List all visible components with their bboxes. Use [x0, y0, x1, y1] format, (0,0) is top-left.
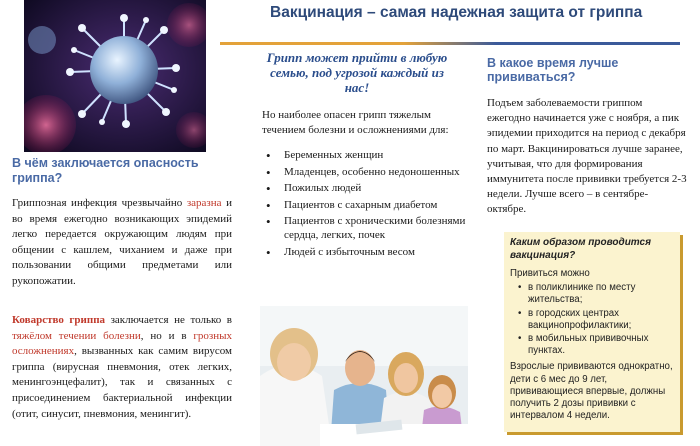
complications-text-b: заключается не только в	[105, 314, 232, 326]
list-item: • Беременных женщин	[284, 149, 474, 163]
family-illustration	[260, 306, 468, 446]
timing-heading: В какое время лучше прививаться?	[487, 56, 619, 84]
virus-illustration	[24, 0, 206, 152]
list-item: • Пожилых людей	[284, 182, 474, 196]
complications-paragraph	[12, 313, 232, 422]
list-item: • Пациентов с сахарным диабетом	[284, 199, 474, 213]
complications-text-d: , но и в	[140, 329, 194, 342]
list-item: • Младенцев, особенно недоношенных	[284, 166, 474, 180]
list-item: • в мобильных прививочных пунктах.	[528, 333, 676, 357]
header-divider	[220, 42, 680, 45]
vaccination-places-list	[510, 282, 676, 357]
vaccination-box-body	[510, 268, 676, 422]
list-item: • Людей с избыточным весом	[284, 246, 474, 260]
family-callout: Грипп может прийти в любую семью, под угрозой каждый из нас!	[266, 50, 448, 95]
list-item: • в поликлинике по месту жительства;	[528, 282, 676, 306]
insidiousness-phrase: Коварство гриппа	[12, 314, 106, 326]
timing-paragraph: Подъем заболеваемости гриппом ежегодно начинается уже с ноября, а пик эпидемии приходится на период с декабря по март. Вакцинироваться лучше заранее, учитывая, что для формирования иммунитета после прививки требуется 2-3 недели. Лучше всего – в сентябре-октябре.	[487, 97, 687, 216]
dosage-text: Взрослые прививаются однократно, дети с 6 мес до 9 лет, прививающиеся впервые, должны получить 2 дозы прививки с интервалом 4 недели.	[510, 361, 673, 422]
contagion-paragraph	[12, 196, 232, 290]
dangerous-complications-phrase: грозных осложнениях	[12, 329, 233, 358]
contagion-text-c: и во время ежегодно возникающих эпидемий легко передается окружающим людям при общении с кашлем, чиханием и даже при пользовании общими предметами или рукопожатии.	[12, 197, 232, 287]
complications-text-f: , вызванных как самим вирусом гриппа (вирусная пневмония, отек легких, менингоэнцефалит), так и связанных с присоединением бактериальной инфекции (отит, синусит, пневмония, менингит).	[12, 345, 232, 420]
vaccination-box-heading: Каким образом проводится вакцинация?	[510, 237, 652, 261]
family-doctor-photo	[260, 306, 468, 446]
contagion-text-a: Гриппозная инфекция чрезвычайно	[12, 197, 187, 209]
risk-group-list	[262, 149, 474, 262]
contagious-word: заразна	[186, 197, 222, 209]
virus-image	[24, 0, 206, 152]
list-item: • Пациентов с хроническими болезнями сердца, легких, почек	[284, 215, 474, 242]
risk-intro: Но наиболее опасен грипп тяжелым течением болезни и осложнениями для:	[262, 109, 449, 136]
vaccination-lead: Привиться можно	[510, 268, 590, 279]
danger-heading: В чём заключается опасность гриппа?	[12, 156, 199, 185]
page-title: Вакцинация – самая надежная защита от гриппа	[270, 4, 643, 21]
severe-course-phrase: тяжёлом течении болезни	[12, 329, 141, 342]
list-item: • в городских центрах вакцинопрофилактики;	[528, 308, 676, 332]
